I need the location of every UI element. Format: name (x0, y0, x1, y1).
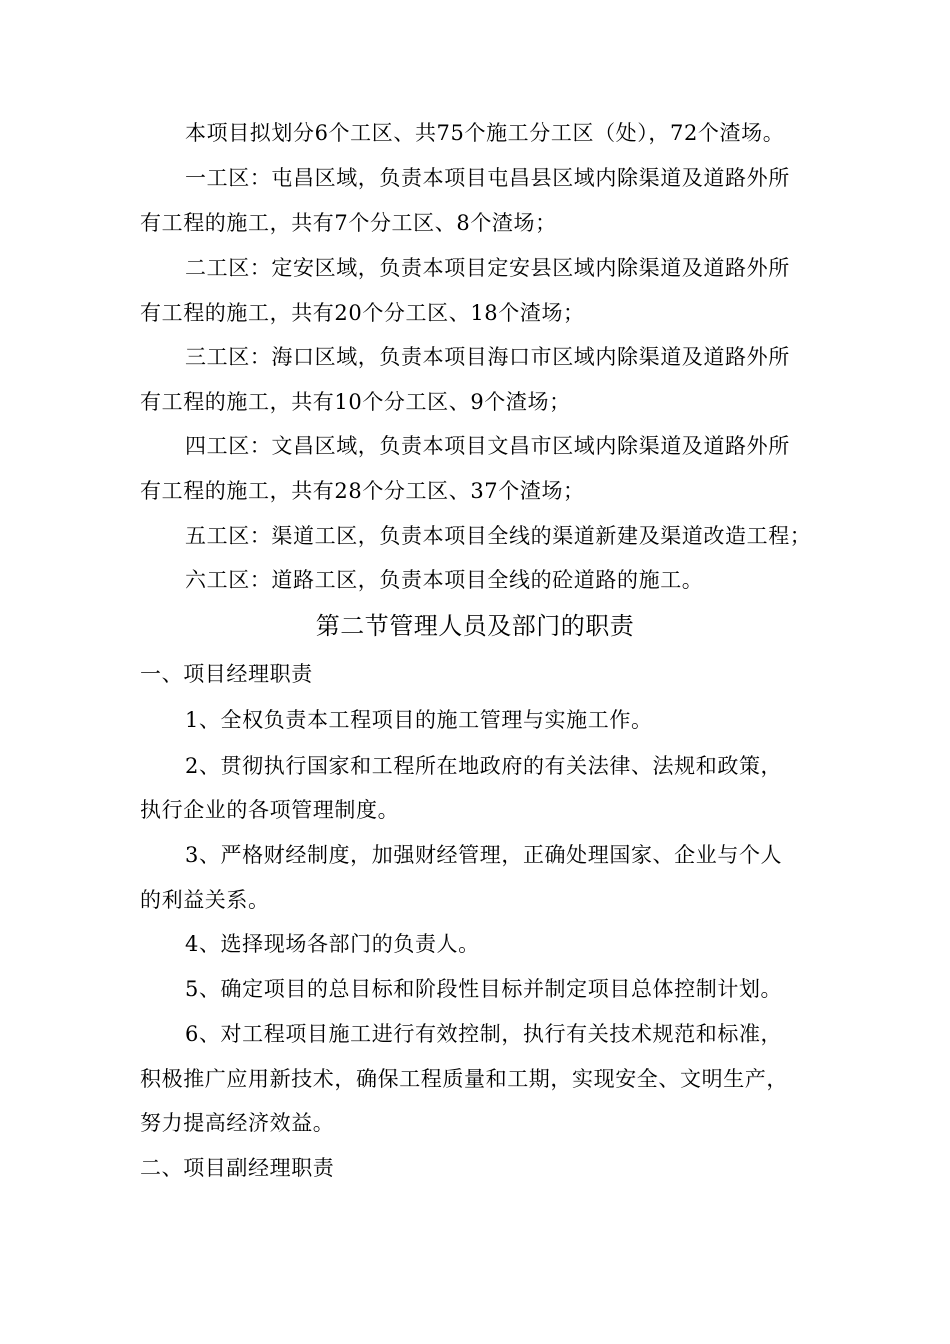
pm-duty-item-3-line-1: 3、严格财经制度，加强财经管理，正确处理国家、企业与个人 (185, 843, 783, 867)
work-area-2-line-1: 二工区：定安区域，负责本项目定安县区域内除渠道及道路外所 (185, 256, 790, 280)
pm-duty-item-6-line-1: 6、对工程项目施工进行有效控制，执行有关技术规范和标准， (185, 1022, 783, 1046)
pm-duty-item-1: 1、全权负责本工程项目的施工管理与实施工作。 (185, 708, 653, 732)
work-area-3-line-1: 三工区：海口区域，负责本项目海口市区域内除渠道及道路外所 (185, 345, 790, 369)
pm-duty-item-6-line-3: 努力提高经济效益。 (140, 1111, 335, 1135)
pm-duties-heading: 一、项目经理职责 (140, 662, 313, 686)
work-area-1-line-2: 有工程的施工，共有7个分工区、8个渣场； (140, 211, 557, 235)
work-area-2-line-2: 有工程的施工，共有20个分工区、18个渣场； (140, 301, 585, 325)
work-area-1-line-1: 一工区：屯昌区域，负责本项目屯昌县区域内除渠道及道路外所 (185, 166, 790, 190)
pm-duty-item-2-line-2: 执行企业的各项管理制度。 (140, 798, 400, 822)
deputy-pm-duties-heading: 二、项目副经理职责 (140, 1156, 335, 1180)
work-area-3-line-2: 有工程的施工，共有10个分工区、9个渣场； (140, 390, 571, 414)
work-area-4-line-1: 四工区：文昌区域，负责本项目文昌市区域内除渠道及道路外所 (185, 434, 790, 458)
work-area-5: 五工区：渠道工区，负责本项目全线的渠道新建及渠道改造工程； (185, 524, 812, 548)
pm-duty-item-2-line-1: 2、贯彻执行国家和工程所在地政府的有关法律、法规和政策， (185, 754, 783, 778)
work-area-4-line-2: 有工程的施工，共有28个分工区、37个渣场； (140, 479, 585, 503)
pm-duty-item-6-line-2: 积极推广应用新技术，确保工程质量和工期，实现安全、文明生产， (140, 1067, 788, 1091)
pm-duty-item-5: 5、确定项目的总目标和阶段性目标并制定项目总体控制计划。 (185, 977, 783, 1001)
section-title: 第二节管理人员及部门的职责 (315, 612, 635, 640)
work-area-6: 六工区：道路工区，负责本项目全线的砼道路的施工。 (185, 568, 704, 592)
work-areas-intro: 本项目拟划分6个工区、共75个施工分工区（处），72个渣场。 (185, 121, 785, 145)
pm-duty-item-3-line-2: 的利益关系。 (140, 888, 270, 912)
pm-duty-item-4: 4、选择现场各部门的负责人。 (185, 932, 480, 956)
